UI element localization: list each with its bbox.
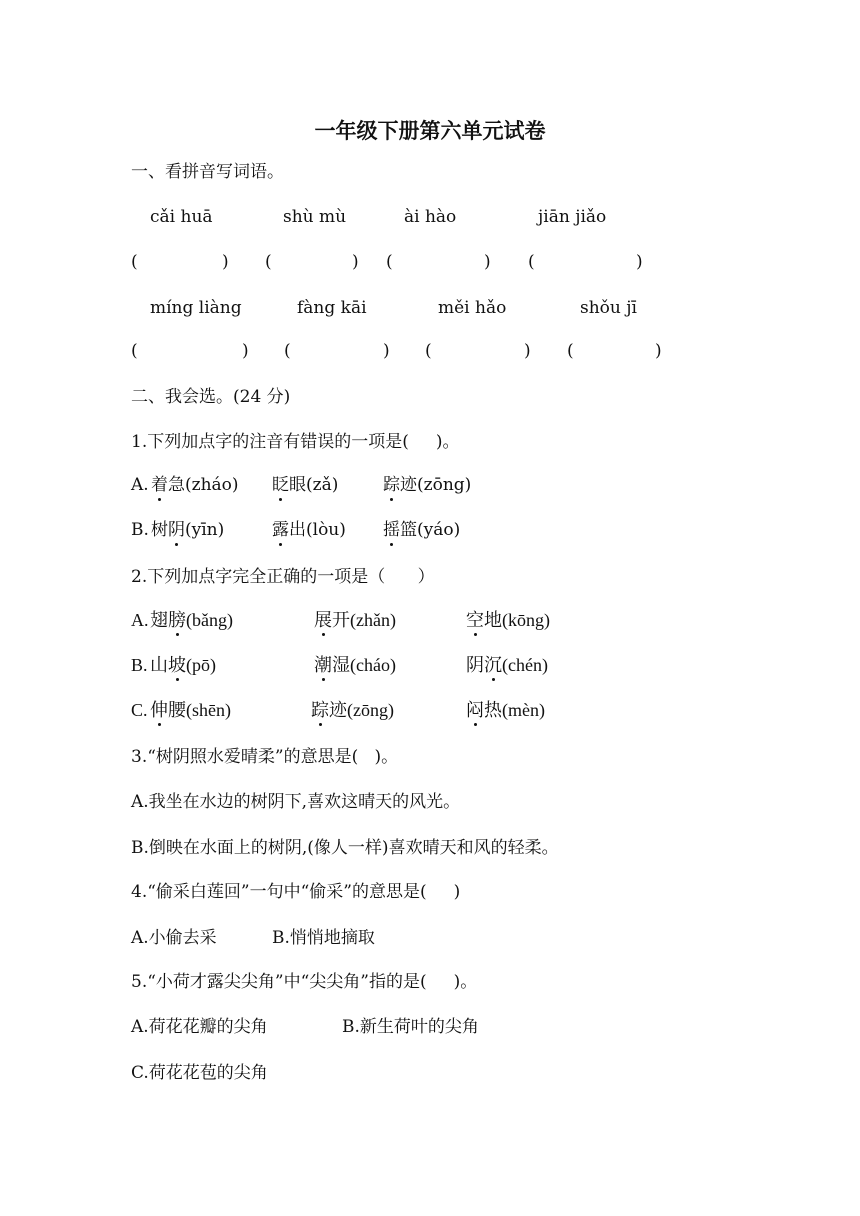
dotted-char: 潮 <box>314 655 332 675</box>
answer-paren-close: ) <box>222 252 229 272</box>
option-label: C. <box>131 700 148 720</box>
pinyin-item: ài hào <box>404 207 457 227</box>
answer-paren-close: ) <box>242 341 249 361</box>
dotted-char: 露 <box>272 520 289 540</box>
pinyin-item: shù mù <box>283 207 347 227</box>
dotted-char: 踪 <box>383 475 400 495</box>
dotted-char: 空 <box>466 610 484 630</box>
answer-paren-open: ( <box>265 252 272 272</box>
option-label: A. <box>131 610 149 630</box>
option-item: 踪迹(zōng) <box>311 700 394 720</box>
dotted-char: 阴 <box>168 520 185 540</box>
dotted-char: 闷 <box>466 700 484 720</box>
answer-paren-close: ) <box>524 341 531 361</box>
pinyin-item: cǎi huā <box>150 207 213 227</box>
answer-paren-close: ) <box>484 252 491 272</box>
answer-paren-close: ) <box>655 341 662 361</box>
dotted-char: 展 <box>314 610 332 630</box>
question-4-option-b: B.悄悄地摘取 <box>272 928 375 948</box>
option-item: 展开(zhǎn) <box>314 610 396 630</box>
pinyin-item: jiān jiǎo <box>538 207 607 227</box>
option-label: B. <box>131 520 149 540</box>
answer-paren-open: ( <box>425 341 432 361</box>
dotted-char: 眨 <box>272 475 289 495</box>
answer-paren-open: ( <box>284 341 291 361</box>
answer-paren-open: ( <box>131 341 138 361</box>
answer-paren-close: ) <box>352 252 359 272</box>
option-item: 空地(kōng) <box>466 610 550 630</box>
question-2-stem: 2.下列加点字完全正确的一项是（ ） <box>131 567 435 587</box>
pinyin-item: shǒu jī <box>580 298 637 318</box>
pinyin-item: měi hǎo <box>438 298 507 318</box>
answer-paren-close: ) <box>383 341 390 361</box>
option-item: 伸腰(shēn) <box>150 700 231 720</box>
question-5-option-c: C.荷花花苞的尖角 <box>131 1063 268 1083</box>
dotted-char: 踪 <box>311 700 329 720</box>
question-3-option-b: B.倒映在水面上的树阴,(像人一样)喜欢晴天和风的轻柔。 <box>131 838 559 858</box>
option-item: 树阴(yīn) <box>151 520 225 540</box>
option-item: 潮湿(cháo) <box>314 655 396 675</box>
question-5-option-b: B.新生荷叶的尖角 <box>342 1017 479 1037</box>
dotted-char: 摇 <box>383 520 400 540</box>
pinyin-item: míng liàng <box>150 298 242 318</box>
dotted-char: 沉 <box>484 655 502 675</box>
dotted-char: 着 <box>151 475 168 495</box>
option-item: 踪迹(zōng) <box>383 475 472 495</box>
question-4-stem: 4.“偷采白莲回”一句中“偷采”的意思是( ) <box>131 882 461 902</box>
page-title: 一年级下册第六单元试卷 <box>314 118 546 143</box>
question-1-stem: 1.下列加点字的注音有错误的一项是( )。 <box>131 432 460 452</box>
option-item: 露出(lòu) <box>272 520 346 540</box>
question-5-option-a: A.荷花花瓣的尖角 <box>131 1017 268 1037</box>
question-5-stem: 5.“小荷才露尖尖角”中“尖尖角”指的是( )。 <box>131 972 478 992</box>
pinyin-item: fàng kāi <box>297 298 367 318</box>
answer-paren-open: ( <box>528 252 535 272</box>
option-label: B. <box>131 655 148 675</box>
answer-paren-open: ( <box>131 252 138 272</box>
section1-heading: 一、看拼音写词语。 <box>131 162 284 182</box>
dotted-char: 膀 <box>168 610 186 630</box>
question-3-stem: 3.“树阴照水爱晴柔”的意思是( )。 <box>131 747 399 767</box>
answer-paren-open: ( <box>386 252 393 272</box>
option-item: 翅膀(bǎng) <box>150 610 233 630</box>
option-item: 摇篮(yáo) <box>383 520 461 540</box>
dotted-char: 伸 <box>150 700 168 720</box>
option-item: 闷热(mèn) <box>466 700 545 720</box>
dotted-char: 坡 <box>168 655 186 675</box>
answer-paren-close: ) <box>636 252 643 272</box>
option-label: A. <box>131 475 149 495</box>
answer-paren-open: ( <box>567 341 574 361</box>
option-item: 山坡(pō) <box>150 655 216 675</box>
question-3-option-a: A.我坐在水边的树阴下,喜欢这晴天的风光。 <box>131 792 461 812</box>
option-item: 眨眼(zǎ) <box>272 475 339 495</box>
option-item: 着急(zháo) <box>151 475 239 495</box>
option-item: 阴沉(chén) <box>466 655 548 675</box>
question-4-option-a: A.小偷去采 <box>131 928 217 948</box>
section2-heading: 二、我会选。(24 分) <box>131 387 291 407</box>
